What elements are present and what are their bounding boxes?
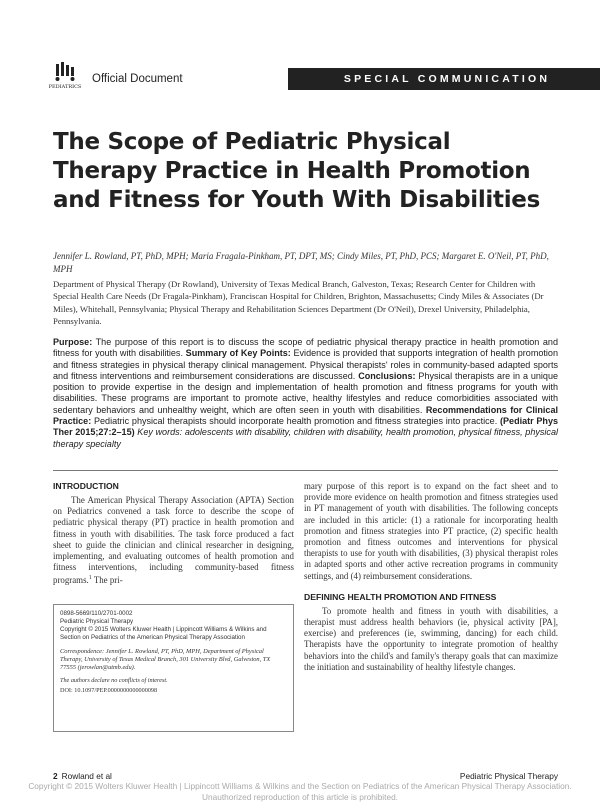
doi: DOI: 10.1097/PEP.0000000000000098 xyxy=(60,686,158,694)
copyright-line: Copyright © 2015 Wolters Kluwer Health | Lippincott Williams & Wilkins and Section on Pediatrics of the American Physical Therapy Association xyxy=(60,626,267,641)
pediatrics-logo-icon xyxy=(44,62,86,90)
correspondence xyxy=(60,648,287,673)
right-paragraph-2: To promote health and fitness in youth with disabilities, a therapist must address health behaviors (ie, physical activity [PA], exercise) and preferences (ie, swimming, dancing) for each child. Therapists have the opportunity to integrate promotion of healthy behaviors into the child's and family's therapy goals that can maximize the initiation and sustainability of healthy lifestyle changes. xyxy=(304,605,558,672)
left-column xyxy=(53,481,294,587)
page-number: 2 xyxy=(53,771,58,781)
abstract xyxy=(53,337,558,450)
abstract-summary-label: Summary of Key Points: xyxy=(185,348,291,359)
conflicts-statement: The authors declare no conflicts of interest. xyxy=(60,676,168,684)
intro-continuation: The pri- xyxy=(93,575,123,586)
author-list: Jennifer L. Rowland, PT, PhD, MPH; Maria Fragala-Pinkham, PT, DPT, MS; Cindy Miles, PT, PhD, PCS; Margaret E. O'Neil, PT, PhD, MPH xyxy=(53,251,549,274)
intro-text: The American Physical Therapy Association (APTA) Section on Pediatrics convened a task force to describe the scope of pediatric physical therapy (PT) practice in health promotion and fitness in youth with disabilities. The task force produced a fact sheet to guide the clinician and clinical researcher in designing, implementing, and evaluating outcomes of health promotion and fitness interventions, including community-based fitness programs. xyxy=(53,495,294,586)
journal-name: Pediatric Physical Therapy xyxy=(60,618,134,625)
copyright-notice: Copyright © 2015 Wolters Kluwer Health | Lippincott Williams & Wilkins and the Section on Pediatrics of the American Physical Therapy Association. Unauthorized reproduction of this article is prohibited. xyxy=(28,781,572,802)
right-paragraph-1: mary purpose of this report is to expand on the fact sheet and to provide more evidence on health promotion and fitness strategies used in PT management of youth with disabilities. The following concepts are included in this article: (1) a rationale for incorporating health promotion and fitness strategies into PT practice, (2) specific health promotion and fitness outcomes and interventions for physical therapists to use for youth with disabilities, (3) physical therapist roles in adapted sports and other active recreation programs in community settings, and (4) reimbursement considerations. xyxy=(304,481,558,581)
section-on-pediatrics-logo xyxy=(44,62,86,90)
issn: 0898-5669/110/2701-0002 xyxy=(60,610,133,617)
section-label-bar: SPECIAL COMMUNICATION xyxy=(288,68,600,90)
abstract-citation: (Pediatr Phys Ther 2015;27:2–15) xyxy=(53,416,559,438)
section-divider xyxy=(53,470,558,471)
abstract-keywords-label: Key words: xyxy=(137,427,183,438)
intro-paragraph xyxy=(53,495,294,587)
page-header xyxy=(44,62,556,94)
abstract-conclusions: Physical therapists are in a unique position to provide expertise in the design and implementation of health promotion and fitness programs for youth with disabilities. These programs are important to promote active, healthy lifestyles and reduce comorbidities associated with sedentary behaviors and unhealthy weight, which are often seen in youth with disabilities. xyxy=(53,370,559,415)
correspondence-text: Jennifer L. Rowland, PT, PhD, MPH, Department of Physical Therapy, University of Texas Medical Branch, 301 University Blvd, Galveston, TX 77555 (jerowlan@utmb.edu). xyxy=(60,648,271,672)
abstract-keywords: adolescents with disability, children with disability, health promotion, physical fitness, physical therapy specialty xyxy=(53,427,558,449)
article-title: The Scope of Pediatric Physical Therapy Practice in Health Promotion and Fitness for Youth With Disabilities xyxy=(53,129,540,213)
official-document-label: Official Document xyxy=(92,73,183,85)
reference-superscript: 1 xyxy=(88,575,92,582)
article-info-box xyxy=(53,604,294,732)
right-column xyxy=(304,481,558,673)
abstract-recommendations: Pediatric physical therapists should incorporate health promotion and fitness strategies into practice. xyxy=(93,416,498,427)
intro-heading: INTRODUCTION xyxy=(53,481,119,491)
running-author: Rowland et al xyxy=(61,771,112,781)
footer-left xyxy=(53,771,112,781)
abstract-purpose: The purpose of this report is to discuss the scope of pediatric physical therapy practice in health promotion and fitness for youth with disabilities. xyxy=(53,337,558,359)
abstract-summary: Evidence is provided that supports integration of health promotion and fitness strategies in physical therapy clinical management. Physical therapists' roles in community-based adapted sports and fitness interventions and reimbursement considerations are discussed. xyxy=(53,348,558,381)
footer-journal: Pediatric Physical Therapy xyxy=(459,771,558,781)
svg-text:PEDIATRICS: PEDIATRICS xyxy=(48,84,82,90)
abstract-recommendations-label: Recommendations for Clinical Practice: xyxy=(53,404,559,427)
affiliations: Department of Physical Therapy (Dr Rowland), University of Texas Medical Branch, Galveston, Texas; Research Center for Children with Special Health Care Needs (Dr Fragala-Pinkham), Franciscan Hospital for Children, Brighton, Massachusetts; Cindy Miles & Associates (Dr Miles), Whitehall, Pennsylvania; Physical Therapy and Rehabilitation Sciences Department (Dr O'Neil), Drexel University, Philadelphia, Pennsylvania. xyxy=(53,279,544,327)
abstract-purpose-label: Purpose: xyxy=(53,337,93,347)
defining-heading: DEFINING HEALTH PROMOTION AND FITNESS xyxy=(304,591,497,602)
abstract-conclusions-label: Conclusions: xyxy=(358,370,416,381)
correspondence-label: Correspondence: xyxy=(60,648,105,655)
